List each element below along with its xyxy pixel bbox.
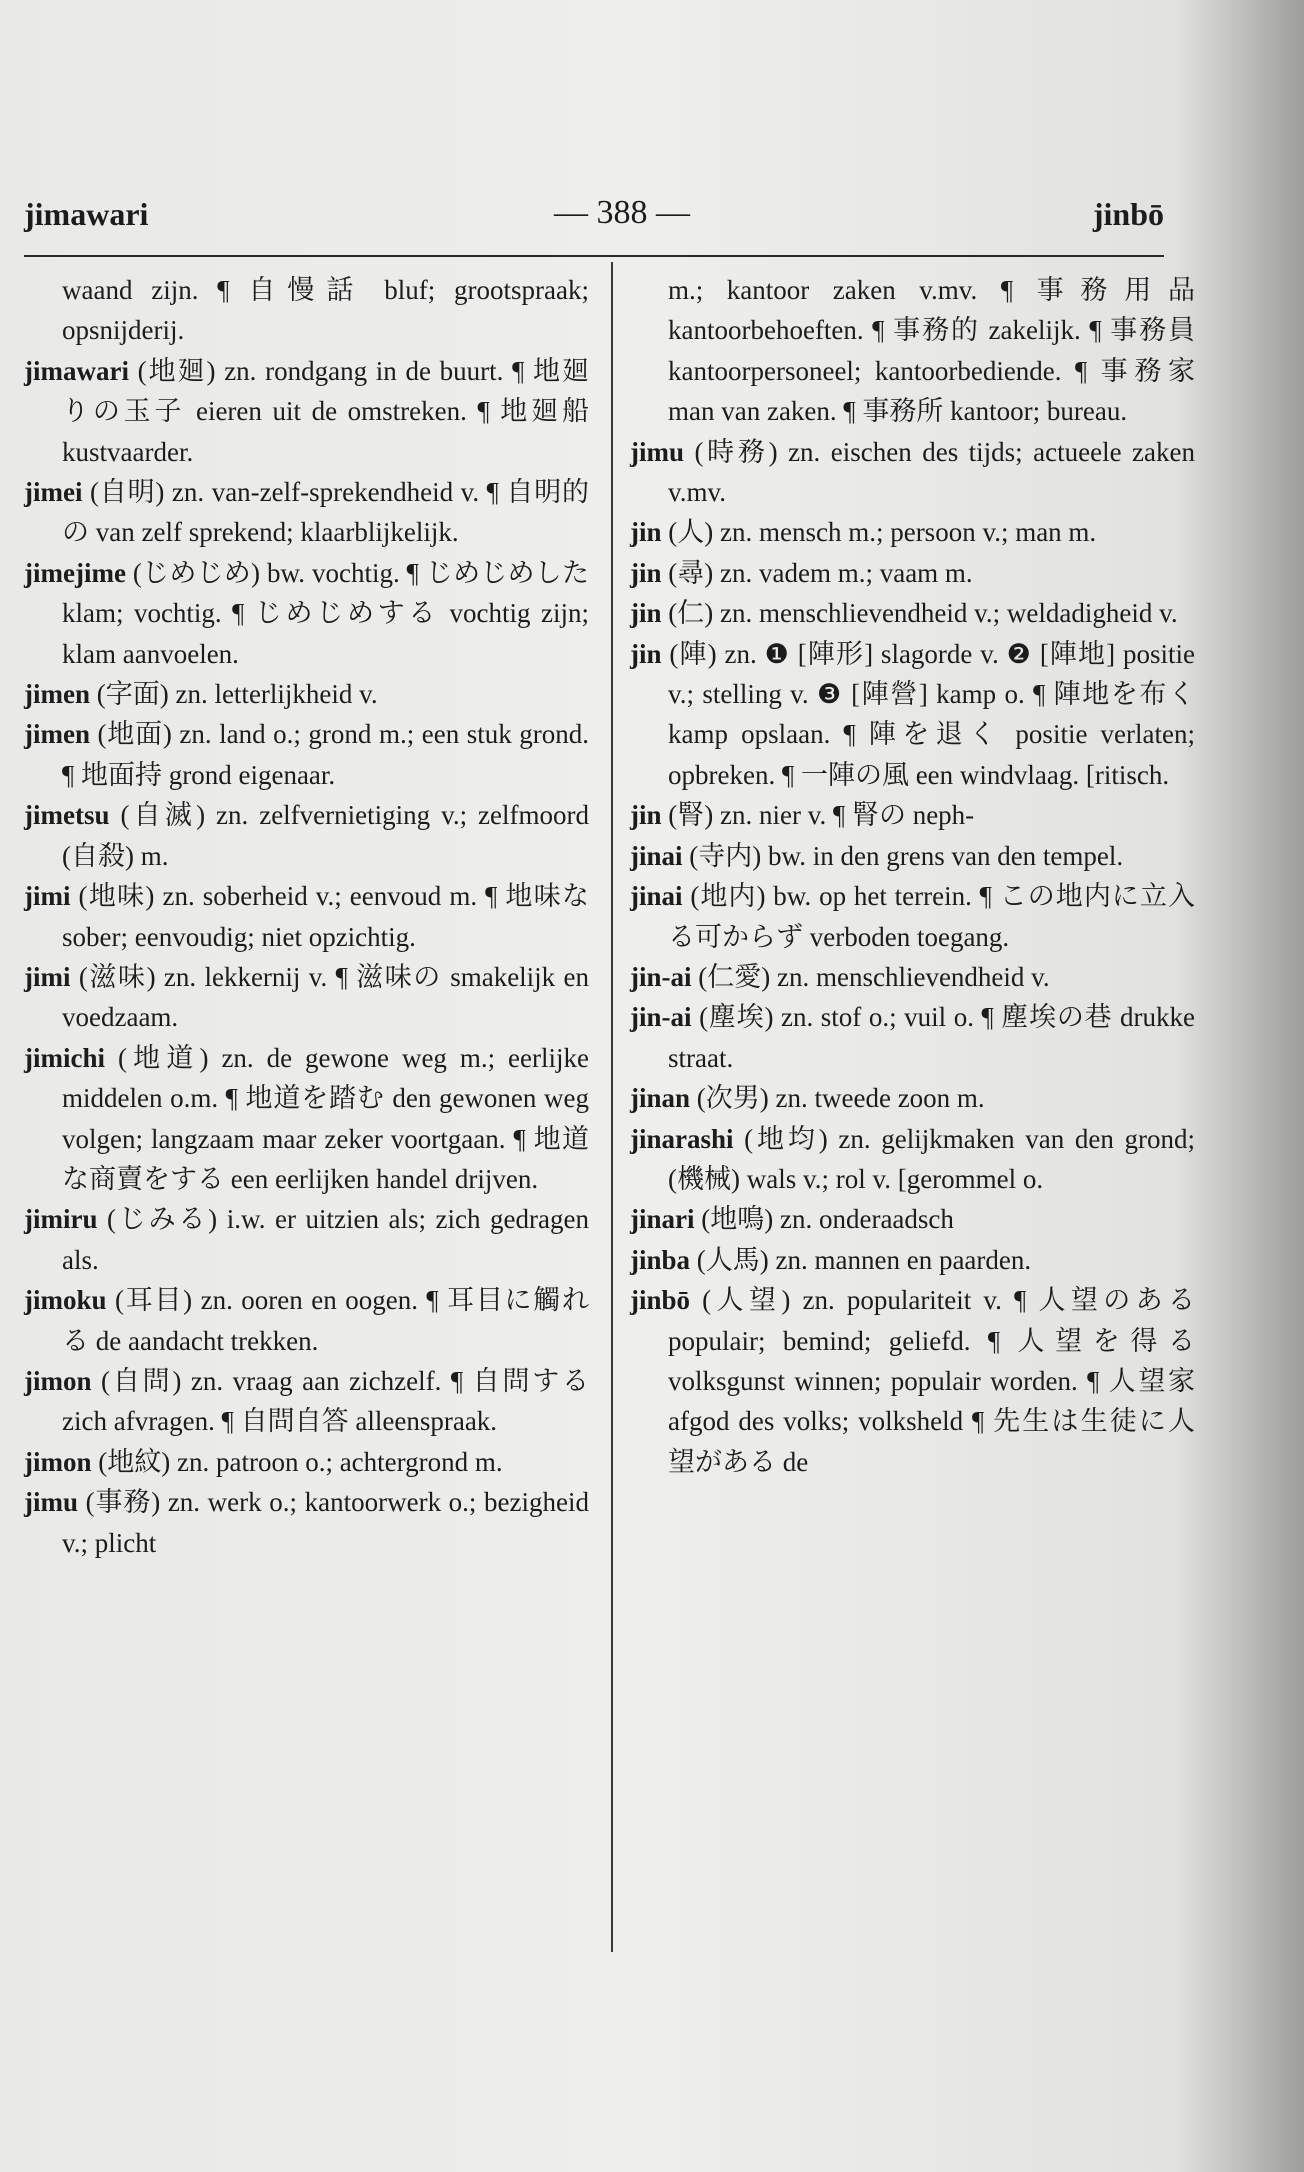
dictionary-entry <box>24 1442 589 1482</box>
headword: jinai <box>630 840 683 871</box>
dictionary-entry <box>24 957 589 1038</box>
headword: jimi <box>24 881 71 912</box>
dictionary-entry <box>24 351 589 472</box>
headword: jin-ai <box>630 961 692 992</box>
entry-definition: m.; kantoor zaken v.mv. ¶ 事務用品 kantoorbehoeften. ¶ 事務的 zakelijk. ¶ 事務員 kantoorpersoneel; kantoorbediende. ¶ 事務家 man van zaken. ¶ 事務所 kantoor; bureau. <box>668 275 1195 427</box>
dictionary-entry <box>24 876 589 957</box>
headword: jin <box>630 517 662 548</box>
entry-definition: (仁) zn. menschlievendheid v.; weldadigheid v. <box>668 598 1178 629</box>
dictionary-entry <box>24 1361 589 1442</box>
headword: jimen <box>24 719 90 750</box>
headword: jimiru <box>24 1204 98 1235</box>
dictionary-entry <box>630 1078 1195 1118</box>
entry-definition: (人) zn. mensch m.; persoon v.; man m. <box>668 517 1097 548</box>
page-number: — 388 — <box>554 194 690 231</box>
dictionary-entry <box>24 472 589 553</box>
dictionary-entry <box>630 1280 1195 1482</box>
entry-definition: (地面) zn. land o.; grond m.; een stuk grond. ¶ 地面持 grond eigenaar. <box>62 719 589 790</box>
dictionary-entry <box>24 1038 589 1200</box>
dictionary-entry <box>630 795 1195 835</box>
dictionary-entry <box>24 1280 589 1361</box>
dictionary-entry <box>24 1482 589 1563</box>
dictionary-entry <box>630 593 1195 633</box>
headword: jimejime <box>24 557 126 588</box>
headword: jin <box>630 598 662 629</box>
dictionary-entry <box>630 1240 1195 1280</box>
entry-definition: (尋) zn. vadem m.; vaam m. <box>668 557 973 588</box>
entry-definition: (仁愛) zn. menschlievendheid v. <box>698 961 1050 992</box>
dictionary-entry <box>630 1119 1195 1200</box>
entry-definition: (字面) zn. letterlijkheid v. <box>96 679 378 710</box>
headword: jimei <box>24 477 83 508</box>
left-column <box>24 270 589 1563</box>
entry-definition: (次男) zn. tweede zoon m. <box>696 1083 985 1114</box>
entry-definition: waand zijn. ¶ 自慢話 bluf; grootspraak; opsnijderij. <box>62 275 589 346</box>
dictionary-entry <box>24 270 589 351</box>
dictionary-entry <box>630 997 1195 1078</box>
headword: jinbō <box>630 1285 691 1316</box>
entry-definition: (自滅) zn. zelfvernietiging v.; zelfmoord (自殺) m. <box>62 800 590 871</box>
column-divider <box>611 262 613 1952</box>
dictionary-entry <box>630 270 1195 432</box>
headword: jin <box>630 638 662 669</box>
entry-definition: (地内) bw. op het terrein. ¶ この地内に立入る可からず verboden toegang. <box>668 881 1196 952</box>
right-column <box>630 270 1195 1482</box>
entry-definition: (地道) zn. de gewone weg m.; eerlijke middelen o.m. ¶ 地道を踏む den gewonen weg volgen; langzaam maar zeker voortgaan. ¶ 地道な商賣をする een eerlijken handel drijven. <box>62 1042 590 1194</box>
right-guide-word: jinbō <box>1092 196 1164 232</box>
headword: jinba <box>630 1244 691 1275</box>
dictionary-entry <box>24 714 589 795</box>
entry-definition: (人望) zn. populariteit v. ¶ 人望のある populair; bemind; geliefd. ¶ 人望を得る volksgunst winnen; populair worden. ¶ 人望家 afgod des volks; volksheld ¶ 先生は生徒に人望がある de <box>668 1285 1195 1477</box>
entry-definition: (腎) zn. nier v. ¶ 腎の neph- <box>668 800 975 831</box>
entry-definition: (地廻) zn. rondgang in de buurt. ¶ 地廻りの玉子 eieren uit de omstreken. ¶ 地廻船 kustvaarder. <box>62 355 590 467</box>
entry-definition: (時務) zn. eischen des tijds; actueele zaken v.mv. <box>668 436 1195 508</box>
dictionary-entry <box>630 1199 1195 1239</box>
entry-definition: (自問) zn. vraag aan zichzelf. ¶ 自問する zich afvragen. ¶ 自問自答 alleenspraak. <box>62 1365 590 1437</box>
dictionary-entry <box>630 634 1195 796</box>
entry-definition: (じめじめ) bw. vochtig. ¶ じめじめした klam; vochtig. ¶ じめじめする vochtig zijn; klam aanvoelen. <box>62 557 590 669</box>
dictionary-entry <box>24 674 589 714</box>
headword: jimu <box>24 1487 78 1518</box>
headword: jimon <box>24 1446 92 1477</box>
dictionary-entry <box>630 553 1195 593</box>
entry-definition: (人馬) zn. mannen en paarden. <box>696 1244 1032 1275</box>
entry-definition: (塵埃) zn. stof o.; vuil o. ¶ 塵埃の巷 drukke straat. <box>668 1002 1196 1073</box>
headword: jimichi <box>24 1042 105 1073</box>
left-guide-word: jimawari <box>24 196 149 232</box>
headword: jinarashi <box>630 1123 734 1154</box>
dictionary-entry <box>24 1199 589 1280</box>
running-head <box>24 192 1164 240</box>
entry-definition: (陣) zn. ❶ [陣形] slagorde v. ❷ [陣地] positie v.; stelling v. ❸ [陣營] kamp o. ¶ 陣地を布く kamp opslaan. ¶ 陣を退く positie verlaten; opbreken. ¶ 一陣の風 een windvlaag. [ritisch. <box>668 638 1195 790</box>
dictionary-entry <box>630 836 1195 876</box>
entry-definition: (自明) zn. van-zelf-sprekendheid v. ¶ 自明的の van zelf sprekend; klaarblijkelijk. <box>62 477 590 548</box>
headword: jimetsu <box>24 800 110 831</box>
dictionary-entry <box>630 512 1195 552</box>
entry-definition: (じみる) i.w. er uitzien als; zich gedragen als. <box>62 1204 589 1275</box>
dictionary-entry <box>630 876 1195 957</box>
entry-definition: (滋味) zn. lekkernij v. ¶ 滋味の smakelijk en voedzaam. <box>62 961 589 1033</box>
entry-definition: (地均) zn. gelijkmaken van den grond; (機械) wals v.; rol v. [gerommel o. <box>668 1123 1195 1194</box>
dictionary-entry <box>630 432 1195 513</box>
header-rule <box>24 255 1164 257</box>
headword: jimon <box>24 1365 92 1396</box>
entry-definition: (事務) zn. werk o.; kantoorwerk o.; bezigheid v.; plicht <box>62 1487 589 1558</box>
entry-definition: (地紋) zn. patroon o.; achtergrond m. <box>98 1446 503 1477</box>
entry-definition: (寺内) bw. in den grens van den tempel. <box>689 840 1124 871</box>
headword: jin <box>630 557 662 588</box>
headword: jimawari <box>24 355 129 386</box>
entry-definition: (地味) zn. soberheid v.; eenvoud m. ¶ 地味な sober; eenvoudig; niet opzichtig. <box>62 881 589 952</box>
headword: jimoku <box>24 1285 107 1316</box>
headword: jimi <box>24 961 71 992</box>
headword: jinai <box>630 881 683 912</box>
headword: jinan <box>630 1083 691 1114</box>
headword: jinari <box>630 1204 695 1235</box>
dictionary-entry <box>24 553 589 674</box>
headword: jin <box>630 800 662 831</box>
headword: jin-ai <box>630 1002 692 1033</box>
entry-definition: (地鳴) zn. onderaadsch <box>701 1204 954 1235</box>
dictionary-entry <box>630 957 1195 997</box>
entry-definition: (耳目) zn. ooren en oogen. ¶ 耳目に觸れる de aandacht trekken. <box>62 1285 589 1356</box>
headword: jimu <box>630 436 684 467</box>
dictionary-entry <box>24 795 589 876</box>
headword: jimen <box>24 679 90 710</box>
